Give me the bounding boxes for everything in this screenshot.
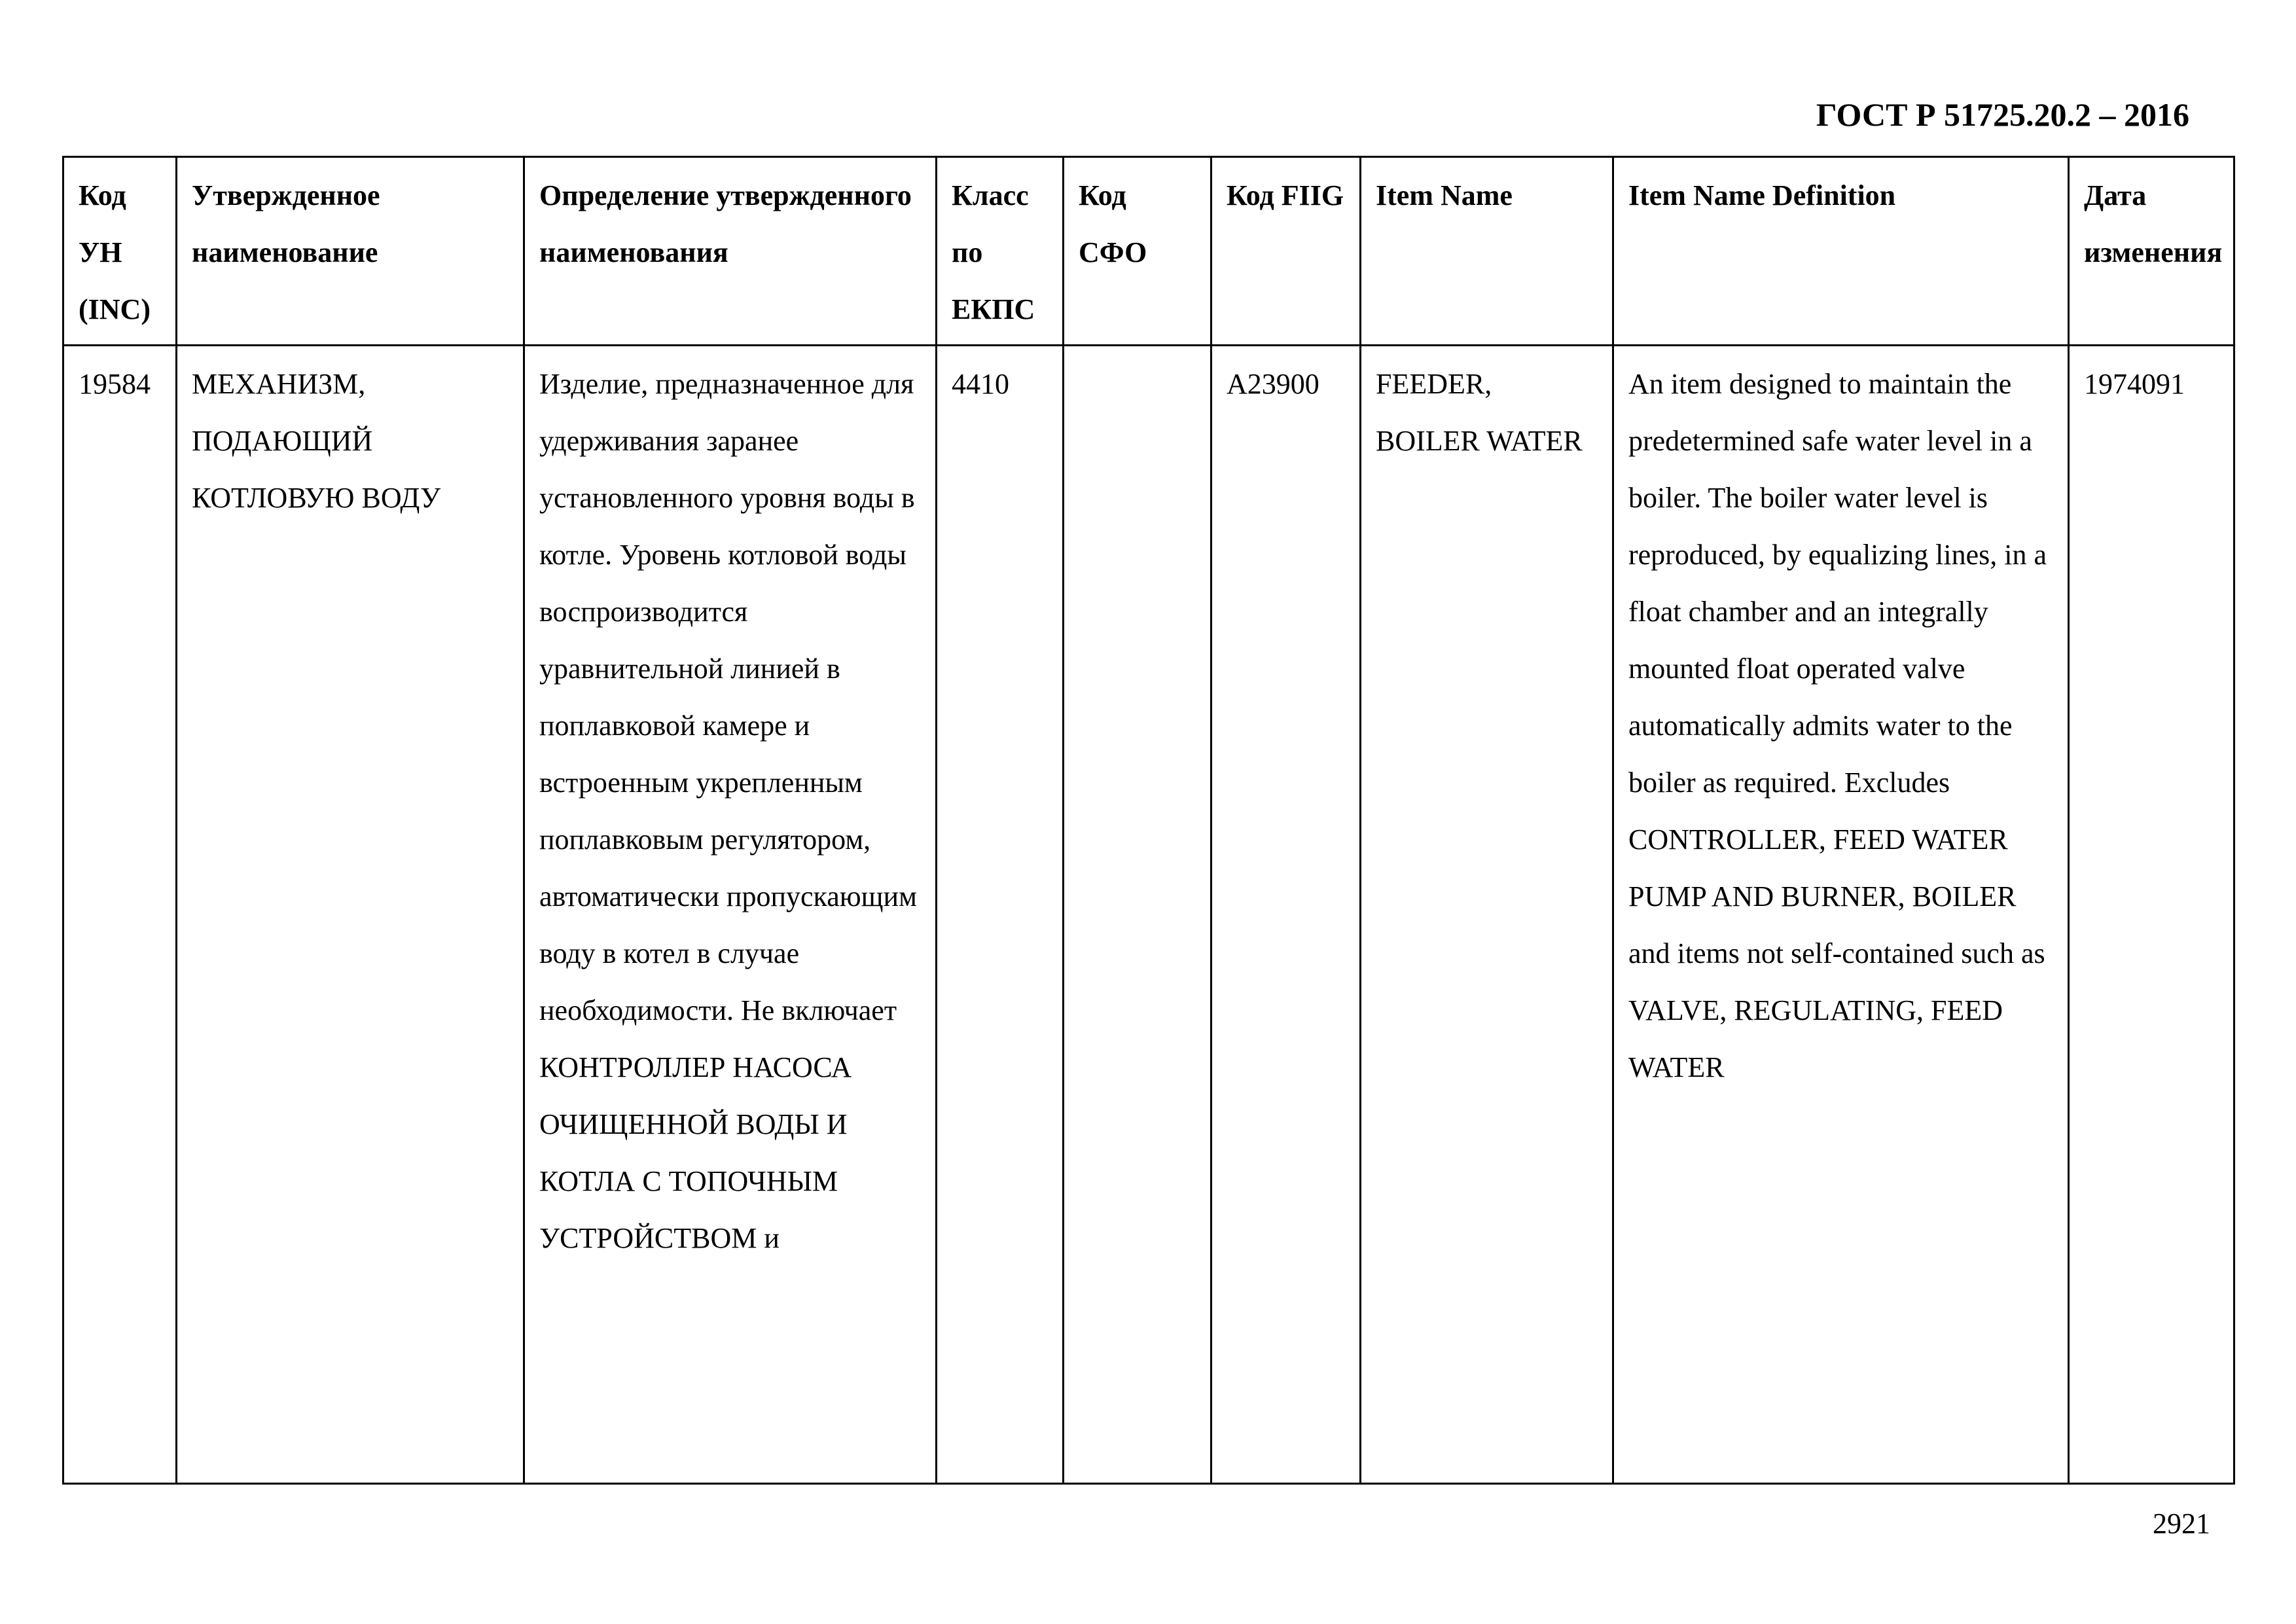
cell-item-name: FEEDER, BOILER WATER bbox=[1361, 346, 1613, 1484]
header-sfo-code: Код СФО bbox=[1064, 157, 1211, 346]
header-definition: Определение утвержденного наименования bbox=[524, 157, 937, 346]
header-inc: Код УН (INC) bbox=[63, 157, 177, 346]
cell-sfo-code bbox=[1064, 346, 1211, 1484]
document-standard-code: ГОСТ Р 51725.20.2 – 2016 bbox=[1816, 96, 2189, 133]
header-ekps-class: Класс по ЕКПС bbox=[937, 157, 1064, 346]
header-change-date: Дата изменения bbox=[2069, 157, 2234, 346]
table-header-row bbox=[63, 157, 2234, 346]
header-approved-name: Утвержденное наименование bbox=[177, 157, 524, 346]
page-number: 2921 bbox=[2153, 1507, 2210, 1540]
table-row bbox=[63, 346, 2234, 1484]
cell-inc: 19584 bbox=[63, 346, 177, 1484]
cell-ekps-class: 4410 bbox=[937, 346, 1064, 1484]
cell-approved-name: МЕХАНИЗМ, ПОДАЮЩИЙ КОТЛОВУЮ ВОДУ bbox=[177, 346, 524, 1484]
header-item-name-definition: Item Name Definition bbox=[1613, 157, 2069, 346]
catalog-table bbox=[62, 156, 2235, 1485]
cell-item-name-definition: An item designed to maintain the predetermined safe water level in a boiler. The boiler water level is reproduced, by equalizing lines, in a float chamber and an integrally mounted float operated valve automatically admits water to the boiler as required. Excludes CONTROLLER, FEED WATER PUMP AND BURNER, BOILER and items not self-contained such as VALVE, REGULATING, FEED WATER bbox=[1613, 346, 2069, 1484]
cell-change-date: 1974091 bbox=[2069, 346, 2234, 1484]
cell-fiig-code: A23900 bbox=[1211, 346, 1361, 1484]
cell-definition: Изделие, предназначенное для удерживания заранее установленного уровня воды в котле. Уровень котловой воды воспроизводится уравнительной линией в поплавковой камере и встроенным укрепленным поплавковым регулятором, автоматически пропускающим воду в котел в случае необходимости. Не включает КОНТРОЛЛЕР НАСОСА ОЧИЩЕННОЙ ВОДЫ И КОТЛА С ТОПОЧНЫМ УСТРОЙСТВОМ и bbox=[524, 346, 937, 1484]
header-fiig-code: Код FIIG bbox=[1211, 157, 1361, 346]
header-item-name: Item Name bbox=[1361, 157, 1613, 346]
